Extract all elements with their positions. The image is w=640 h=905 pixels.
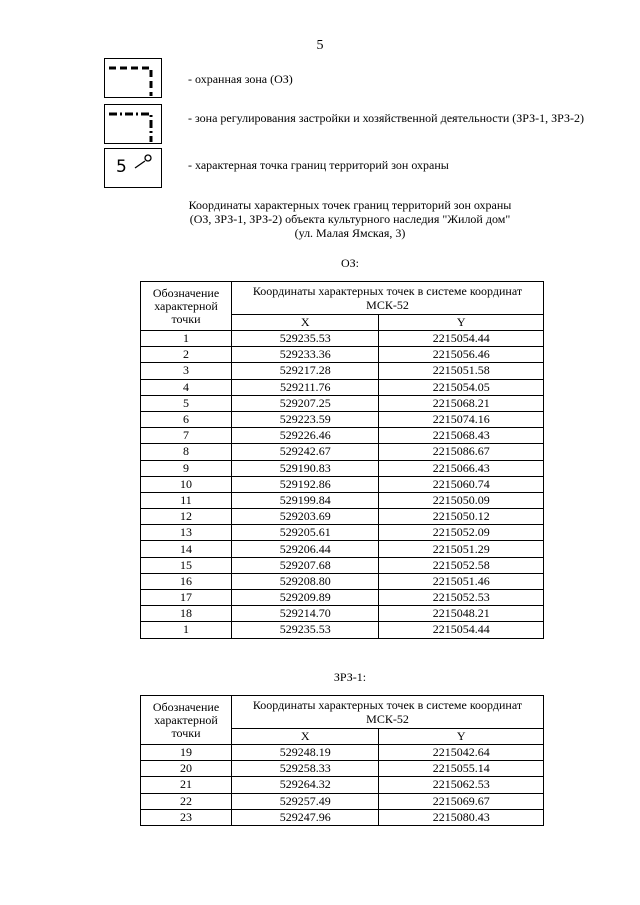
cell-x: 529199.84 <box>232 492 379 508</box>
cell-point-number: 7 <box>141 428 232 444</box>
table-row <box>141 509 544 525</box>
coordinates-table-zrz1 <box>140 695 544 826</box>
cell-x: 529203.69 <box>232 509 379 525</box>
cell-x: 529242.67 <box>232 444 379 460</box>
table-row <box>141 793 544 809</box>
cell-x: 529190.83 <box>232 460 379 476</box>
cell-x: 529257.49 <box>232 793 379 809</box>
point-symbol <box>104 148 162 188</box>
cell-x: 529208.80 <box>232 573 379 589</box>
cell-point-number: 19 <box>141 745 232 761</box>
table-row <box>141 428 544 444</box>
header-y: Y <box>379 315 544 331</box>
cell-y: 2215086.67 <box>379 444 544 460</box>
coordinates-table-oz <box>140 281 544 639</box>
cell-point-number: 14 <box>141 541 232 557</box>
cell-point-number: 10 <box>141 476 232 492</box>
cell-x: 529205.61 <box>232 525 379 541</box>
header-x: X <box>232 729 379 745</box>
table-row <box>141 573 544 589</box>
cell-point-number: 16 <box>141 573 232 589</box>
cell-point-number: 22 <box>141 793 232 809</box>
table-row <box>141 363 544 379</box>
cell-x: 529223.59 <box>232 411 379 427</box>
legend-point-text: - характерная точка границ территорий зон охраны <box>188 158 449 172</box>
cell-y: 2215052.53 <box>379 590 544 606</box>
cell-y: 2215055.14 <box>379 761 544 777</box>
cell-y: 2215050.09 <box>379 492 544 508</box>
title-line-3: (ул. Малая Ямская, 3) <box>294 226 406 240</box>
title-line-1: Координаты характерных точек границ территорий зон охраны <box>188 198 512 212</box>
cell-x: 529207.25 <box>232 395 379 411</box>
table-row <box>141 411 544 427</box>
cell-y: 2215054.44 <box>379 331 544 347</box>
table-row <box>141 761 544 777</box>
cell-point-number: 3 <box>141 363 232 379</box>
table-row <box>141 606 544 622</box>
cell-x: 529206.44 <box>232 541 379 557</box>
cell-x: 529233.36 <box>232 347 379 363</box>
table-row <box>141 460 544 476</box>
cell-x: 529214.70 <box>232 606 379 622</box>
cell-point-number: 8 <box>141 444 232 460</box>
cell-y: 2215054.44 <box>379 622 544 638</box>
header-coordinates: Координаты характерных точек в системе координат МСК-52 <box>232 282 544 315</box>
cell-y: 2215042.64 <box>379 745 544 761</box>
cell-y: 2215050.12 <box>379 509 544 525</box>
table-row <box>141 541 544 557</box>
cell-y: 2215068.43 <box>379 428 544 444</box>
cell-x: 529192.86 <box>232 476 379 492</box>
cell-x: 529217.28 <box>232 363 379 379</box>
table-row <box>141 379 544 395</box>
cell-y: 2215069.67 <box>379 793 544 809</box>
table-row <box>141 809 544 825</box>
point-symbol-label: 5 <box>116 157 127 177</box>
cell-y: 2215062.53 <box>379 777 544 793</box>
cell-point-number: 18 <box>141 606 232 622</box>
cell-y: 2215074.16 <box>379 411 544 427</box>
table-row <box>141 395 544 411</box>
cell-point-number: 2 <box>141 347 232 363</box>
table-row <box>141 777 544 793</box>
header-point: Обозначение характерной точки <box>141 282 232 331</box>
cell-point-number: 9 <box>141 460 232 476</box>
section-label-zrz1: ЗРЗ-1: <box>333 670 367 684</box>
header-x: X <box>232 315 379 331</box>
cell-point-number: 13 <box>141 525 232 541</box>
cell-y: 2215052.09 <box>379 525 544 541</box>
cell-point-number: 11 <box>141 492 232 508</box>
cell-y: 2215054.05 <box>379 379 544 395</box>
legend-oz-text: - охранная зона (ОЗ) <box>188 72 293 86</box>
cell-x: 529248.19 <box>232 745 379 761</box>
cell-point-number: 17 <box>141 590 232 606</box>
cell-point-number: 5 <box>141 395 232 411</box>
header-point: Обозначение характерной точки <box>141 696 232 745</box>
legend-zrz-text: - зона регулирования застройки и хозяйственной деятельности (ЗРЗ-1, ЗРЗ-2) <box>188 111 584 125</box>
cell-y: 2215066.43 <box>379 460 544 476</box>
cell-x: 529264.32 <box>232 777 379 793</box>
cell-x: 529207.68 <box>232 557 379 573</box>
cell-y: 2215051.58 <box>379 363 544 379</box>
cell-y: 2215056.46 <box>379 347 544 363</box>
cell-x: 529226.46 <box>232 428 379 444</box>
page-number: 5 <box>316 38 324 53</box>
cell-point-number: 21 <box>141 777 232 793</box>
table-row <box>141 331 544 347</box>
cell-point-number: 20 <box>141 761 232 777</box>
cell-y: 2215052.58 <box>379 557 544 573</box>
cell-y: 2215060.74 <box>379 476 544 492</box>
table-row <box>141 444 544 460</box>
cell-x: 529209.89 <box>232 590 379 606</box>
cell-point-number: 12 <box>141 509 232 525</box>
table-row <box>141 745 544 761</box>
cell-x: 529235.53 <box>232 331 379 347</box>
table-row <box>141 347 544 363</box>
header-y: Y <box>379 729 544 745</box>
cell-point-number: 1 <box>141 331 232 347</box>
cell-y: 2215068.21 <box>379 395 544 411</box>
table-row <box>141 525 544 541</box>
cell-y: 2215051.29 <box>379 541 544 557</box>
cell-point-number: 23 <box>141 809 232 825</box>
cell-point-number: 6 <box>141 411 232 427</box>
cell-y: 2215048.21 <box>379 606 544 622</box>
table-row <box>141 622 544 638</box>
oz-boundary-symbol <box>104 58 162 98</box>
header-coordinates: Координаты характерных точек в системе координат МСК-52 <box>232 696 544 729</box>
title-line-2: (ОЗ, ЗРЗ-1, ЗРЗ-2) объекта культурного наследия "Жилой дом" <box>189 212 511 226</box>
cell-y: 2215080.43 <box>379 809 544 825</box>
cell-x: 529235.53 <box>232 622 379 638</box>
document-title <box>0 198 640 240</box>
cell-x: 529247.96 <box>232 809 379 825</box>
cell-point-number: 15 <box>141 557 232 573</box>
cell-point-number: 4 <box>141 379 232 395</box>
section-label-oz: ОЗ: <box>340 256 359 270</box>
table-row <box>141 492 544 508</box>
cell-x: 529258.33 <box>232 761 379 777</box>
cell-x: 529211.76 <box>232 379 379 395</box>
table-row <box>141 476 544 492</box>
zrz-boundary-symbol <box>104 104 162 144</box>
table-row <box>141 557 544 573</box>
cell-point-number: 1 <box>141 622 232 638</box>
table-row <box>141 590 544 606</box>
cell-y: 2215051.46 <box>379 573 544 589</box>
